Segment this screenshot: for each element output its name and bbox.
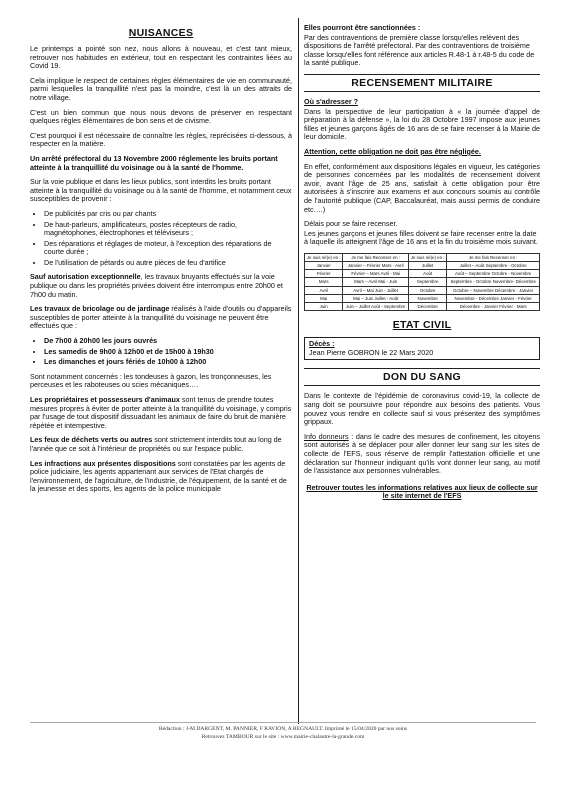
- nuisances-rules-intro: Cela implique le respect de certaines règles élémentaires de vie en communauté, parmi lesquelles la tranquillité n'est pas la moindre, c'est là un des attraits de notre village.: [30, 75, 292, 102]
- recensement-table: [304, 253, 540, 311]
- table-cell: Novembre: [408, 294, 446, 302]
- footer-divider: [30, 722, 536, 723]
- table-row: [305, 278, 540, 286]
- right-column: [304, 24, 540, 507]
- list-item: • De 7h00 à 20h00 les jours ouvrés: [44, 337, 292, 346]
- table-header-cell: Je suis né(e) en :: [408, 253, 446, 261]
- infractions-text: sont constatées par les agents de police judiciaire, les agents appartenant aux services de l'Etat chargés de l'environnement, de l'agriculture, de l'industrie, de l'équipement, de la santé et de la jeunesse et des sports, les agents de la police municipale: [30, 458, 287, 494]
- nuisances-civisme: C'est un bien commun que nous nous devons de préserver en respectant quelques règles élémentaires de bon sens et de civisme.: [30, 107, 292, 126]
- deces-label: Décès :: [309, 339, 335, 349]
- horaires-list: [30, 337, 292, 367]
- table-row: [305, 294, 540, 302]
- list-item: • Des réparations et réglages de moteur, à l'exception des réparations de courte durée ;: [44, 240, 292, 257]
- bruits-list: [30, 210, 292, 268]
- footer-website: Retrouvez TAMBOUR sur le site : www.mairie-chalautre-la-grande.com: [201, 733, 365, 740]
- recensement-delais: Délais pour se faire recenser.: [304, 219, 398, 229]
- efs-link-text: Retrouver toutes les informations relatives aux lieux de collecte sur le site internet de l'EFS: [306, 482, 538, 501]
- recensement-attention: Attention, cette obligation ne doit pas être négligée.: [304, 146, 481, 156]
- table-cell: Février: [305, 270, 343, 278]
- don-sang-contexte: Dans le contexte de l'épidémie de coronavirus covid-19, la collecte de sang doit se poursuivre pour répondre aux besoins des patients. Vous pouvez vous rendre en collecte sauf si vous présentez des symptômes grippaux.: [304, 391, 540, 427]
- column-divider: [298, 18, 299, 724]
- table-row: [305, 286, 540, 294]
- table-row: [305, 303, 540, 311]
- table-cell: Août – Septembre Octobre - Novembre: [447, 270, 540, 278]
- table-cell: Janvier: [305, 262, 343, 270]
- table-cell: Juillet: [408, 262, 446, 270]
- table-cell: Septembre - Octobre Novembre- Décembre: [447, 278, 540, 286]
- table-cell: Mai – Juin Juillet - Août: [343, 294, 409, 302]
- table-cell: Juin – Juillet Août - Septembre: [343, 303, 409, 311]
- sauf-text: , les travaux bruyants effectués sur la voie publique ou dans les propriétés privées doivent être interrompus entre 20h00 et 7h00 du matin.: [30, 272, 283, 299]
- feux-label: Les feux de déchets verts ou autres: [30, 435, 153, 445]
- arrete-prefectoral: Un arrêté préfectoral du 13 Novembre 2000 réglemente les bruits portant atteinte à la tranquillité du voisinage ou à la santé de l'homme.: [30, 153, 278, 172]
- recensement-periode: Les jeunes garçons et jeunes filles doivent se faire recenser entre la date à laquelle ils atteignent l'âge de 16 ans et la fin du troisième mois suivant.: [304, 228, 538, 247]
- nuisances-intro: Le printemps a pointé son nez, nous allons à nouveau, et c'est tant mieux, retrouver nos habitudes en extérieur, tout en respectant les contraintes liées au Covid 19.: [30, 44, 292, 71]
- infractions-label: Les infractions aux présentes dispositions: [30, 458, 176, 468]
- table-cell: Janvier – Février Mars - Avril: [343, 262, 409, 270]
- animaux-text: sont tenus de prendre toutes mesures propres à éviter de porter atteinte à la tranquillité du voisinage, y compris par l'usage de tout dispositif dissuadant les animaux de faire du bruit de manière répétée et intempestive.: [30, 395, 292, 430]
- deces-box: [304, 337, 540, 360]
- nuisances-regles: C'est pourquoi il est nécessaire de connaître les règles, reprécisées ci-dessous, à respecter en la matière.: [30, 130, 292, 149]
- footer: [0, 726, 566, 741]
- list-item: • De l'utilisation de pétards ou autre pièces de feu d'artifice: [44, 259, 292, 268]
- table-cell: Décembre: [408, 303, 446, 311]
- list-item: • Les samedis de 9h00 à 12h00 et de 15h00 à 19h30: [44, 348, 292, 357]
- table-header-cell: Je me fais Recenser en :: [447, 253, 540, 261]
- table-cell: Octobre: [408, 286, 446, 294]
- travaux-text: réalisés à l'aide d'outils ou d'appareils susceptibles de porter atteinte à la tranquillité du voisinage ne peuvent être effectués que :: [30, 304, 292, 331]
- don-sang-title: DON DU SANG: [304, 368, 540, 386]
- left-column: [30, 24, 292, 500]
- voie-publique: Sur la voie publique et dans les lieux publics, sont interdits les bruits portant atteinte à la tranquillité du voisinage ou à la santé de l'homme, et notamment ceux susceptibles de provenir :: [30, 177, 292, 204]
- sauf-label: Sauf autorisation exceptionnelle: [30, 272, 141, 282]
- nuisances-title: NUISANCES: [128, 27, 194, 39]
- sanctions-heading: Elles pourront être sanctionnées :: [304, 23, 421, 32]
- table-cell: Février – Mars Avril - Mai: [343, 270, 409, 278]
- feux-text: sont strictement interdits tout au long de l'année que ce soit à l'intérieur de propriétés ou sur l'espace public.: [30, 435, 282, 453]
- recensement-loi: Dans la perspective de leur participation à « la journée d'appel de préparation à la défense », la loi du 28 Octobre 1997 impose aux jeunes filles et jeunes garçons âgés de 16 ans de se faire recenser à la Mairie de leur domicile.: [304, 106, 540, 142]
- table-cell: Août: [408, 270, 446, 278]
- infractions-paragraph: [30, 460, 292, 494]
- sauf-autorisation: [30, 273, 292, 299]
- table-header-cell: Je suis né(e) en :: [305, 253, 343, 261]
- table-cell: Mars – Avril Mai - Juin: [343, 278, 409, 286]
- list-item: • De haut-parleurs, amplificateurs, postes récepteurs de radio, magnétophones, électrophones et téléviseurs ;: [44, 221, 292, 238]
- table-cell: Avril: [305, 286, 343, 294]
- sanctions-text: Par des contraventions de première classe lorsqu'elles relèvent des dispositions de l'arrêté préfectoral. Par des contraventions de troisième classe lorsqu'elles font référence aux articles R.48-1 à r.48-5 du code de la santé publique.: [304, 32, 535, 68]
- don-sang-info: [304, 433, 540, 476]
- table-cell: Avril – Mai Juin - Juillet: [343, 286, 409, 294]
- newsletter-page: [18, 18, 548, 718]
- recensement-conditions: En effet, conformément aux dispositions légales en vigueur, les catégories de personnes concernées par les modalités de recensement doivent avoir, avant l'âge de 25 ans, satisfait à cette obligation pour être autorisées à s'inscrire aux examens et aux concours soumis au contrôle de l'autorité publique (CAP, Baccalauréat, mais aussi permis de conduire etc….): [304, 161, 540, 214]
- table-cell: Novembre - Décembre Janvier - Février: [447, 294, 540, 302]
- etat-civil-title: ETAT CIVIL: [392, 319, 452, 332]
- table-header-cell: Je me fais Recenser en :: [343, 253, 409, 261]
- travaux-paragraph: [30, 305, 292, 331]
- animaux-label: Les propriétaires et possesseurs d'animaux: [30, 395, 180, 404]
- table-header-row: [305, 253, 540, 261]
- info-donneurs-text: : dans le cadre des mesures de confinement, les citoyens sont autorisés à se déplacer pour aller donner leur sang sur les sites de collecte de l'EFS, sous réserve de remplir l'attestation officielle et une déclaration sur l'honneur indiquant qu'ils vont donner leur sang, au motif de l'assistance aux personnes vulnérables.: [304, 431, 540, 476]
- table-cell: Mai: [305, 294, 343, 302]
- table-cell: Mars: [305, 278, 343, 286]
- outils-concernes: Sont notamment concernés : les tondeuses à gazon, les tronçonneuses, les perceuses et les raboteuses ou scies mécaniques….: [30, 371, 272, 390]
- table-cell: Juin: [305, 303, 343, 311]
- travaux-label: Les travaux de bricolage ou de jardinage: [30, 304, 170, 314]
- recensement-title: RECENSEMENT MILITAIRE: [304, 74, 540, 92]
- recensement-question: Où s'adresser ?: [304, 96, 359, 106]
- table-cell: Octobre – Novembre Décembre - Janvier: [447, 286, 540, 294]
- table-row: [305, 270, 540, 278]
- list-item: • De publicités par cris ou par chants: [44, 210, 292, 219]
- table-row: [305, 262, 540, 270]
- table-cell: Décembre - Janvier Février - Mars: [447, 303, 540, 311]
- feux-paragraph: [30, 436, 292, 453]
- footer-credits: Rédaction : J-M DARGENT, M. PANNIER, F RAVION, A REGNAULT. Imprimé le 15/04/2020 par nos soins: [158, 726, 408, 732]
- table-cell: Juillet – Août Septembre - Octobre: [447, 262, 540, 270]
- deces-entry: Jean Pierre GOBRON le 22 Mars 2020: [309, 347, 434, 357]
- table-cell: Septembre: [408, 278, 446, 286]
- animaux-paragraph: [30, 396, 292, 430]
- list-item: • Les dimanches et jours fériés de 10h00 à 12h00: [44, 358, 292, 367]
- info-donneurs-label: Info donneurs: [304, 431, 349, 441]
